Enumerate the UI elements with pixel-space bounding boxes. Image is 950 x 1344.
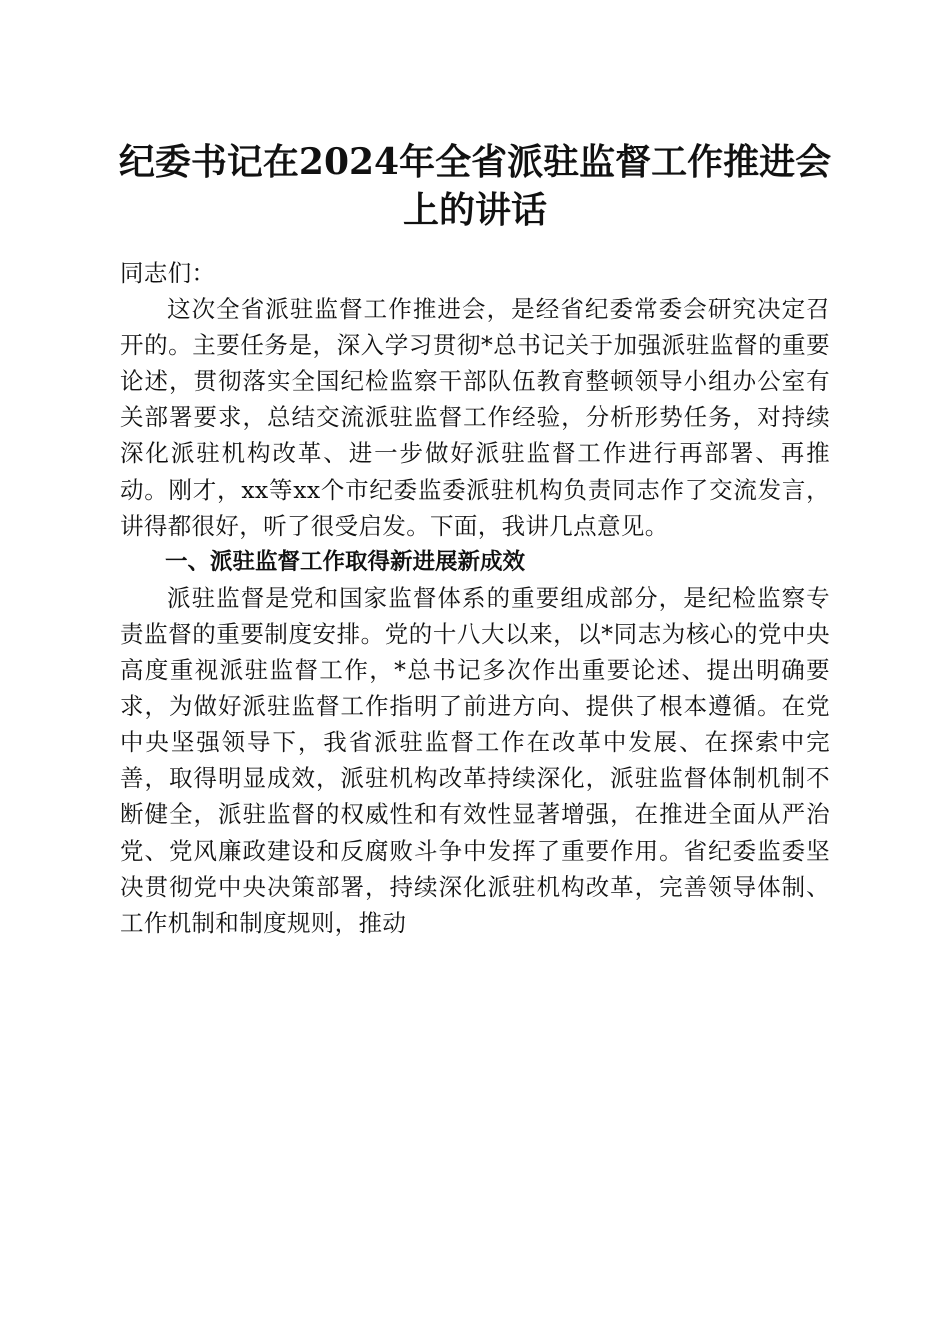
paragraph-intro: 这次全省派驻监督工作推进会，是经省纪委常委会研究决定召开的。主要任务是，深入学习贯彻*总书记关于加强派驻监督的重要论述，贯彻落实全国纪检监察干部队伍教育整顿领导小组办公室有关部署要求，总结交流派驻监督工作经验，分析形势任务，对持续深化派驻机构改革、进一步做好派驻监督工作进行再部署、再推动。刚才，xx等xx个市纪委监委派驻机构负责同志作了交流发言，讲得都很好，听了很受启发。下面，我讲几点意见。 xyxy=(120,295,830,540)
section-heading: 一、派驻监督工作取得新进展新成效 xyxy=(165,548,526,575)
title-line-2: 上的讲话 xyxy=(402,189,547,231)
paragraph-section-1: 派驻监督是党和国家监督体系的重要组成部分，是纪检监察专责监督的重要制度安排。党的十八大以来，以*同志为核心的党中央高度重视派驻监督工作，*总书记多次作出重要论述、提出明确要求，为做好派驻监督工作指明了前进方向、提供了根本遵循。在党中央坚强领导下，我省派驻监督工作在改革中发展、在探索中完善，取得明显成效，派驻机构改革持续深化，派驻监督体制机制不断健全，派驻监督的权威性和有效性显著增强，在推进全面从严治党、党风廉政建设和反腐败斗争中发挥了重要作用。省纪委监委坚决贯彻党中央决策部署，持续深化派驻机构改革，完善领导体制、工作机制和制度规则，推动 xyxy=(120,583,830,937)
document-body xyxy=(120,255,830,941)
document-title xyxy=(110,138,840,234)
salutation: 同志们： xyxy=(120,259,216,287)
title-line-1: 纪委书记在2024年全省派驻监督工作推进会 xyxy=(118,141,832,183)
